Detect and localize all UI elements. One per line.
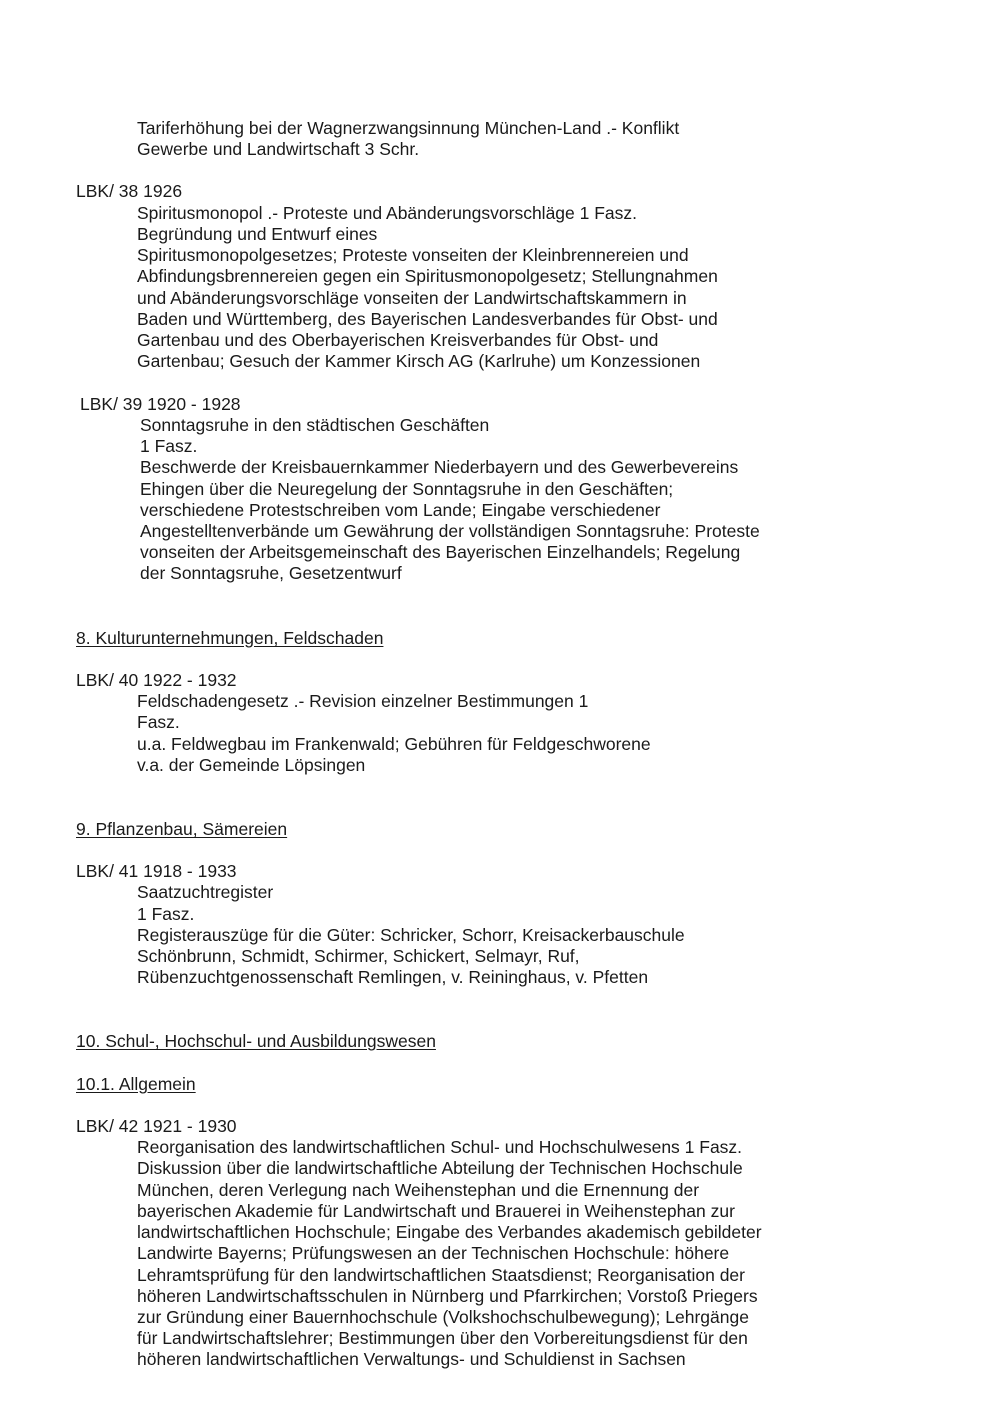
entry-header: LBK/ 38 1926 <box>76 181 183 201</box>
entry-line: u.a. Feldwegbau im Frankenwald; Gebühren für Feldgeschworene <box>137 734 651 754</box>
section-heading: 8. Kulturunternehmungen, Feldschaden <box>76 628 384 648</box>
entry-line: Diskussion über die landwirtschaftliche Abteilung der Technischen Hochschule <box>137 1158 743 1178</box>
entry-line: Registerauszüge für die Güter: Schricker, Schorr, Kreisackerbauschule <box>137 925 685 945</box>
entry-line: Spiritusmonopol .- Proteste und Abänderungsvorschläge 1 Fasz. <box>137 203 638 223</box>
entry-header: LBK/ 42 1921 - 1930 <box>76 1116 237 1136</box>
entry-line: höheren landwirtschaftlichen Verwaltungs- und Schuldienst in Sachsen <box>137 1349 686 1369</box>
entry-header: LBK/ 40 1922 - 1932 <box>76 670 237 690</box>
entry-line: 1 Fasz. <box>137 904 195 924</box>
entry-line: der Sonntagsruhe, Gesetzentwurf <box>140 563 402 583</box>
entry-line: Sonntagsruhe in den städtischen Geschäften <box>140 415 490 435</box>
entry-line: v.a. der Gemeinde Löpsingen <box>137 755 366 775</box>
entry-line: Begründung und Entwurf eines <box>137 224 378 244</box>
entry-line: vonseiten der Arbeitsgemeinschaft des Bayerischen Einzelhandels; Regelung <box>140 542 741 562</box>
subsection-heading: 10.1. Allgemein <box>76 1074 196 1094</box>
entry-line: und Abänderungsvorschläge vonseiten der Landwirtschaftskammern in <box>137 288 687 308</box>
entry-line: München, deren Verlegung nach Weihenstephan und die Ernennung der <box>137 1180 700 1200</box>
entry-line: Gartenbau und des Oberbayerischen Kreisverbandes für Obst- und <box>137 330 659 350</box>
entry-line: Lehramtsprüfung für den landwirtschaftlichen Staatsdienst; Reorganisation der <box>137 1265 745 1285</box>
entry-line: Rübenzuchtgenossenschaft Remlingen, v. Reininghaus, v. Pfetten <box>137 967 649 987</box>
entry-line: höheren Landwirtschaftsschulen in Nürnberg und Pfarrkirchen; Vorstoß Priegers <box>137 1286 758 1306</box>
entry-line: Ehingen über die Neuregelung der Sonntagsruhe in den Geschäften; <box>140 479 674 499</box>
intro-line: Tariferhöhung bei der Wagnerzwangsinnung München-Land .- Konflikt <box>137 118 680 138</box>
entry-line: Abfindungsbrennereien gegen ein Spiritusmonopolgesetz; Stellungnahmen <box>137 266 718 286</box>
entry-line: Fasz. <box>137 712 180 732</box>
entry-line: verschiedene Protestschreiben vom Lande; Eingabe verschiedener <box>140 500 661 520</box>
entry-line: 1 Fasz. <box>140 436 198 456</box>
entry-line: Feldschadengesetz .- Revision einzelner Bestimmungen 1 <box>137 691 589 711</box>
section-heading: 10. Schul-, Hochschul- und Ausbildungswesen <box>76 1031 436 1051</box>
entry-line: Gartenbau; Gesuch der Kammer Kirsch AG (Karlruhe) um Konzessionen <box>137 351 701 371</box>
entry-line: Saatzuchtregister <box>137 882 274 902</box>
entry-header: LBK/ 39 1920 - 1928 <box>80 394 241 414</box>
entry-line: für Landwirtschaftslehrer; Bestimmungen über den Vorbereitungsdienst für den <box>137 1328 748 1348</box>
entry-line: zur Gründung einer Bauernhochschule (Volkshochschulbewegung); Lehrgänge <box>137 1307 749 1327</box>
intro-line: Gewerbe und Landwirtschaft 3 Schr. <box>137 139 420 159</box>
entry-line: landwirtschaftlichen Hochschule; Eingabe des Verbandes akademisch gebildeter <box>137 1222 762 1242</box>
entry-line: Reorganisation des landwirtschaftlichen Schul- und Hochschulwesens 1 Fasz. <box>137 1137 743 1157</box>
entry-line: bayerischen Akademie für Landwirtschaft und Brauerei in Weihenstephan zur <box>137 1201 735 1221</box>
entry-line: Spiritusmonopolgesetzes; Proteste vonseiten der Kleinbrennereien und <box>137 245 689 265</box>
entry-line: Landwirte Bayerns; Prüfungswesen an der Technischen Hochschule: höhere <box>137 1243 730 1263</box>
section-heading: 9. Pflanzenbau, Sämereien <box>76 819 288 839</box>
entry-line: Beschwerde der Kreisbauernkammer Niederbayern und des Gewerbevereins <box>140 457 739 477</box>
entry-line: Angestelltenverbände um Gewährung der vollständigen Sonntagsruhe: Proteste <box>140 521 760 541</box>
entry-header: LBK/ 41 1918 - 1933 <box>76 861 237 881</box>
entry-line: Schönbrunn, Schmidt, Schirmer, Schickert, Selmayr, Ruf, <box>137 946 580 966</box>
entry-line: Baden und Württemberg, des Bayerischen Landesverbandes für Obst- und <box>137 309 718 329</box>
